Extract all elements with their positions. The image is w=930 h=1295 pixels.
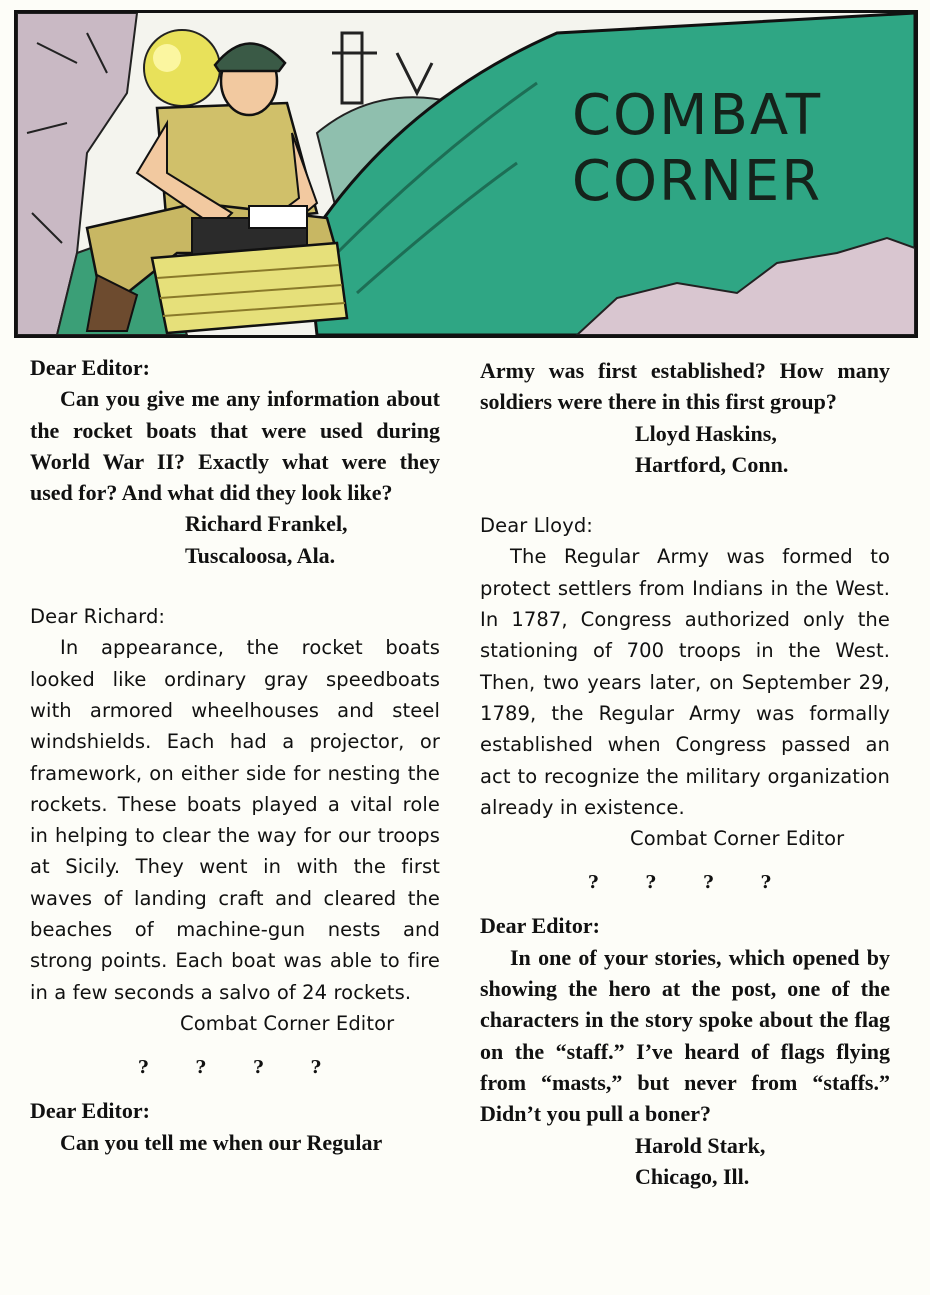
reply-2-body: The Regular Army was formed to protect settlers from Indians in the West. In 1787, Congress authorized only the stationing of 700 troops in the West. Then, two years later, on September 29, 1789, the Regular Army was formally established when Congress passed an act to recognize the military organization already in existence. (480, 545, 890, 819)
letter-2-body-start: Can you tell me when our Regular (60, 1129, 383, 1155)
right-column (480, 355, 890, 1192)
separator-mark: ? (760, 871, 772, 893)
header-illustration (14, 10, 918, 338)
header-title (487, 83, 907, 215)
letter-2-signature-place: Hartford, Conn. (635, 451, 789, 477)
separator-mark: ? (703, 871, 714, 893)
separator-marks-right (480, 854, 890, 910)
title-line-corner: CORNER (571, 149, 823, 214)
letter-1-body: Can you give me any information about the rocket boats that were used during World War II? Exactly what were they used for? And what did they look like? (30, 386, 440, 506)
letter-1-signature-place: Tuscaloosa, Ala. (185, 542, 336, 568)
reply-2-signature: Combat Corner Editor (630, 827, 845, 851)
reply-2-salutation: Dear Lloyd: (480, 514, 593, 538)
separator-mark: ? (310, 1056, 322, 1078)
separator-mark: ? (195, 1056, 207, 1078)
reply-1-signature: Combat Corner Editor (180, 1011, 395, 1035)
separator-mark: ? (588, 871, 599, 893)
letter-3-signature-place: Chicago, Ill. (635, 1163, 750, 1189)
separator-marks-left (30, 1039, 440, 1095)
letter-3-signature-name: Harold Stark, (635, 1132, 766, 1158)
title-line-combat: COMBAT (571, 83, 823, 148)
letter-3-salutation: Dear Editor: (480, 913, 600, 939)
letter-2-salutation: Dear Editor: (30, 1098, 150, 1124)
separator-mark: ? (253, 1056, 264, 1078)
reply-1-body: In appearance, the rocket boats looked like ordinary gray speedboats with armored wheelhouses and steel windshields. Each had a projector, or framework, on either side for nesting the rockets. These boats played a vital role in helping to clear the way for our troops at Sicily. They went in with the first waves of landing craft and cleared the beaches of machine-gun nests and strong points. Each boat was able to fire in a few seconds a salvo of 24 rockets. (30, 636, 440, 1004)
separator-mark: ? (138, 1056, 149, 1078)
left-column (30, 352, 440, 1158)
letter-2-signature-name: Lloyd Haskins, (635, 420, 777, 446)
letter-2-body-continued: Army was first established? How many soldiers were there in this first group? (480, 358, 890, 415)
letter-3-body: In one of your stories, which opened by showing the hero at the post, one of the characters in the story spoke about the flag on the “staff.” I’ve heard of flags flying from “masts,” but never from “staffs.” Didn’t you pull a boner? (480, 944, 890, 1127)
letter-1-signature-name: Richard Frankel, (185, 511, 348, 537)
letter-1-salutation: Dear Editor: (30, 355, 150, 380)
reply-1-salutation: Dear Richard: (30, 605, 166, 629)
separator-mark: ? (645, 871, 657, 893)
